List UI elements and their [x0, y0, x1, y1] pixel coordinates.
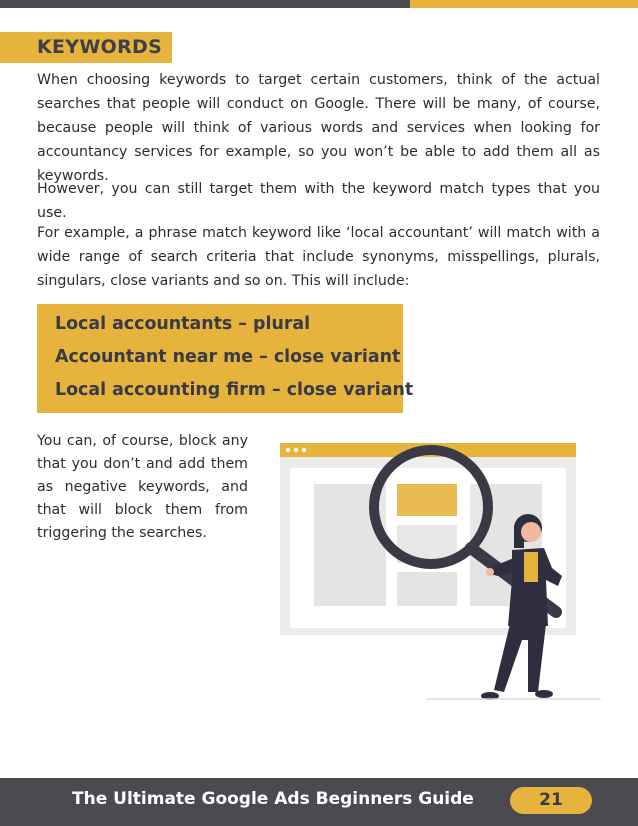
footer-book-title: The Ultimate Google Ads Beginners Guide — [72, 789, 474, 809]
paragraph-negative-keywords: You can, of course, block any that you don’t and add them as negative keywords, and that will block them from triggering the searches. — [37, 433, 248, 541]
callout-item: Local accounting firm – close variant — [55, 380, 414, 400]
top-bar-dark — [0, 0, 410, 8]
callout-item: Local accountants – plural — [55, 314, 311, 334]
callout-item: Accountant near me – close variant — [55, 347, 401, 367]
section-heading: KEYWORDS — [37, 36, 163, 58]
top-bar-accent — [410, 0, 638, 8]
keyword-callout-box — [37, 304, 414, 413]
search-magnifier-person-illustration — [276, 440, 606, 705]
paragraph-match-types: However, you can still target them with the keyword match types that you use. — [37, 181, 600, 221]
paragraph-intro: When choosing keywords to target certain customers, think of the actual searches that people will conduct on Google. There will be many, of course, because people will think of various words and services when looking for accountancy services for example, so you won’t be able to add them all as keywords. — [37, 72, 600, 184]
page-number-badge: 21 — [510, 787, 592, 814]
page-footer — [0, 778, 638, 826]
paragraph-phrase-match: For example, a phrase match keyword like ‘local accountant’ will match with a wide range of search criteria that include synonyms, misspellings, plurals, singulars, close variants and so on. This will include: — [37, 225, 600, 289]
